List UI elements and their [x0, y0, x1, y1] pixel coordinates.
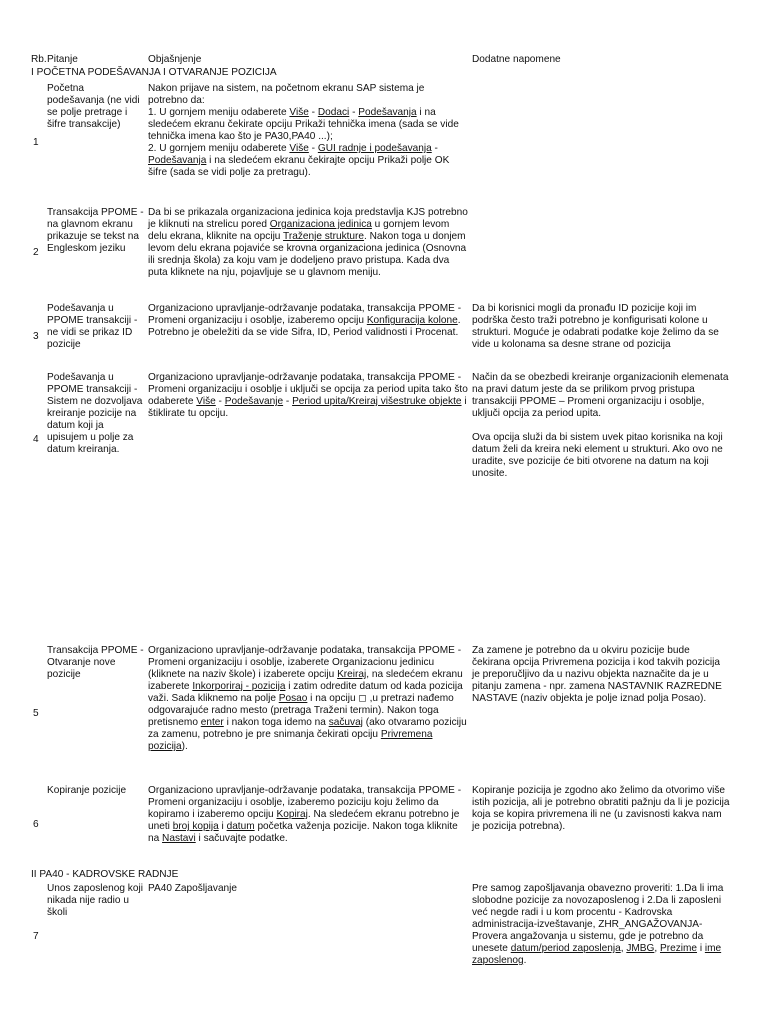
explanation-6: Organizaciono upravljanje-održavanje podataka, transakcija PPOME - Promeni organizaciju i osoblje, izaberemo poziciju koju želimo da kopiramo i izaberemo opciju Kopiraj. Na sledećem ekranu potrebno je uneti broj kopija i datum početka važenja pozicije. Nakon toga kliknite na Nastavi i sačuvajte podatke.: [148, 785, 462, 844]
note-5: Za zamene je potrebno da u okviru pozicije bude čekirana opcija Privremena pozicija i kod takvih pozicija je preporučljivo da u nazivu objekta naznačite da je u pitanju zamena - npr. zamena NASTAVNIK RAZREDNE NASTAVE (naziv objekta je polje iznad polja Posao).: [472, 645, 722, 704]
link-podesavanja: Podešavanja: [358, 107, 417, 118]
link-datum: datum: [226, 821, 255, 832]
question-5: Transakcija PPOME - Otvaranje nove pozicije: [47, 645, 144, 680]
note-3: Da bi korisnici mogli da pronađu ID pozicije koji im podrška često traži potrebno je konfigurisati kolone u strukturi. Moguće je odabrati podatke koje želimo da se vide u kolonama sa desne strane od pozicija: [472, 303, 719, 350]
link-privremena-pozicija: Privremena pozicija: [148, 729, 433, 752]
link-broj-kopija: broj kopija: [172, 821, 219, 832]
link-period-upita: Period upita/Kreiraj višestruke objekte: [292, 396, 462, 407]
row-number-5: 5: [33, 708, 39, 719]
explanation-5: Organizaciono upravljanje-održavanje podataka, transakcija PPOME - Promeni organizaciju i osoblje, izaberete Organizacionu jedinicu (kliknete na naziv škole) i izaberete opciju Kreiraj, na sledećem ekranu izaberete Inkorporiraj - pozicija i zatim odredite datum od kada pozicija važi. Sada kliknemo na polje Posao i na opciju ◻ ,u pretrazi nađemo odgovarajuće radno mesto (pretraga Traženi termin). Nakon toga pretisnemo enter i nakon toga idemo na sačuvaj (ako otvaramo poziciju za zamenu, potrebno je pre snimanja čekirati opciju Privremena pozicija).: [148, 645, 467, 752]
link-trazenje-strukture: Traženje strukture: [283, 231, 365, 242]
note-4: [472, 372, 730, 480]
link-konfiguracija-kolone: Konfiguracija kolone: [366, 315, 458, 326]
row-number-6: 6: [33, 819, 39, 830]
question-1: Početna podešavanja (ne vidi se polje pretrage i šifre transakcije): [47, 83, 140, 130]
question-6: Kopiranje pozicije: [47, 785, 127, 796]
row-number-7: 7: [33, 931, 39, 942]
link-ime-zaposlenog: ime zaposlenog: [472, 943, 722, 966]
link-inkorporiraj: Inkorporiraj - pozicija: [192, 681, 286, 692]
question-2: Transakcija PPOME - na glavnom ekranu prikazuje se tekst na Engleskom jeziku: [47, 207, 144, 254]
link-sacuvaj: sačuvaj: [328, 717, 363, 728]
question-7: Unos zaposlenog koji nikada nije radio u školi: [47, 883, 143, 918]
explanation-4: Organizaciono upravljanje-održavanje podataka, transakcija PPOME - Promeni organizaciju i osoblje i uključi se opcija za period upita tako što odaberete Više - Podešavanje - Period upita/Kreiraj višestruke objekte i štiklirate tu opciju.: [148, 372, 468, 419]
link-dodaci: Dodaci: [317, 107, 350, 118]
col-header-objasnjenje: Objašnjenje: [148, 54, 202, 65]
link-vise-2: Više: [289, 143, 309, 154]
question-3: Podešavanja u PPOME transakciji - ne vidi se prikaz ID pozicije: [47, 303, 138, 350]
link-podesavanja-2: Podešavanja: [148, 155, 207, 166]
link-kopiraj: Kopiraj: [276, 809, 308, 820]
link-podesavanje: Podešavanje: [224, 396, 284, 407]
row-number-3: 3: [33, 331, 39, 342]
link-kreiraj: Kreiraj: [337, 669, 367, 680]
link-vise: Više: [289, 107, 309, 118]
row-number-1: 1: [33, 137, 39, 148]
col-header-pitanje: Pitanje: [47, 54, 78, 65]
col-header-rb: Rb.: [31, 54, 47, 65]
link-gui-radnje: GUI radnje i podešavanja: [317, 143, 432, 154]
explanation-7: PA40 Zapošljavanje: [148, 883, 238, 894]
link-posao: Posao: [278, 693, 308, 704]
link-enter: enter: [200, 717, 224, 728]
link-prezime: Prezime: [659, 943, 698, 954]
note-4-paragraph-1: Način da se obezbedi kreiranje organizacionih elemenata na pravi datum jeste da se prilikom prvog pristupa transakciji PPOME – Promeni organizaciju i osoblje, uključi opcija za period upita.: [472, 372, 729, 419]
link-organizaciona-jedinica: Organizaciona jedinica: [269, 219, 372, 230]
section-heading-2: II PA40 - KADROVSKE RADNJE: [31, 869, 179, 880]
explanation-3: Organizaciono upravljanje-održavanje podataka, transakcija PPOME - Promeni organizaciju i osoblje, izaberemo opciju Konfiguracija kolone. Potrebno je obeležiti da se vide Sifra, ID, Period validnosti i Procenat.: [148, 303, 462, 338]
note-4-paragraph-2: Ova opcija služi da bi sistem uvek pitao korisnika na koji datum želi da kreira neki element u strukturi. Ako ovo ne uradite, sve pozicije će biti otvorene na datum na koji unosite.: [472, 432, 723, 479]
link-jmbg: JMBG: [626, 943, 655, 954]
explanation-1: Nakon prijave na sistem, na početnom ekranu SAP sistema je potrebno da: 1. U gornjem meniju odaberete Više - Dodaci - Podešavanja i na sledećem ekranu čekirate opciju Prikaži tehnička imena (sada se vide tehnička imena kao što je PA30,PA40 ...); 2. U gornjem meniju odaberete Više - GUI radnje i podešavanja - Podešavanja i na sledećem ekranu čekirajte opciju Prikaži polje OK šifre (sada se vidi polje za pretragu).: [148, 83, 459, 178]
link-nastavi: Nastavi: [162, 833, 196, 844]
link-datum-period: datum/period zaposlenja: [510, 943, 621, 954]
note-6: Kopiranje pozicija je zgodno ako želimo da otvorimo više istih pozicija, ali je potrebno obratiti pažnju da li je pozicija koja se kopira privremena ili ne (u zavisnosti kakva nam je pozicija potrebna).: [472, 785, 730, 832]
link-vise-3: Više: [196, 396, 216, 407]
col-header-dodatne: Dodatne napomene: [472, 54, 561, 65]
section-heading-1: I POČETNA PODEŠAVANJA I OTVARANJE POZICIJA: [31, 67, 277, 78]
row-number-4: 4: [33, 434, 39, 445]
explanation-2: Da bi se prikazala organizaciona jedinica koja predstavlja KJS potrebno je kliknuti na strelicu pored Organizaciona jedinica u gornjem levom delu ekrana, kliknite na opciju Traženje strukture. Nakon toga u donjem levom delu ekrana pojaviće se krovna organizaciona jedinica (Osnovna ili srednja škola) za koju vam je dodeljeno pravo pristupa. Kada dva puta kliknete na nju, pojavljuje se u glavnom meniju.: [148, 207, 468, 278]
row-number-2: 2: [33, 247, 39, 258]
question-4: Podešavanja u PPOME transakciji - Sistem ne dozvoljava kreiranje pozicije na datum koji ja upisujem u polje za datum kreiranja.: [47, 372, 143, 455]
note-7: Pre samog zapošljavanja obavezno proveriti: 1.Da li ima slobodne pozicije za novozaposlenog i 2.Da li zaposleni već negde radi i u kom procentu - Kadrovska administracija-izveštavanje, ZHR_ANGAŽOVANJA-Provera angažovanja u sistemu, gde je potrebno da unesete datum/period zaposlenja, JMBG, Prezime i ime zaposlenog.: [472, 883, 724, 966]
